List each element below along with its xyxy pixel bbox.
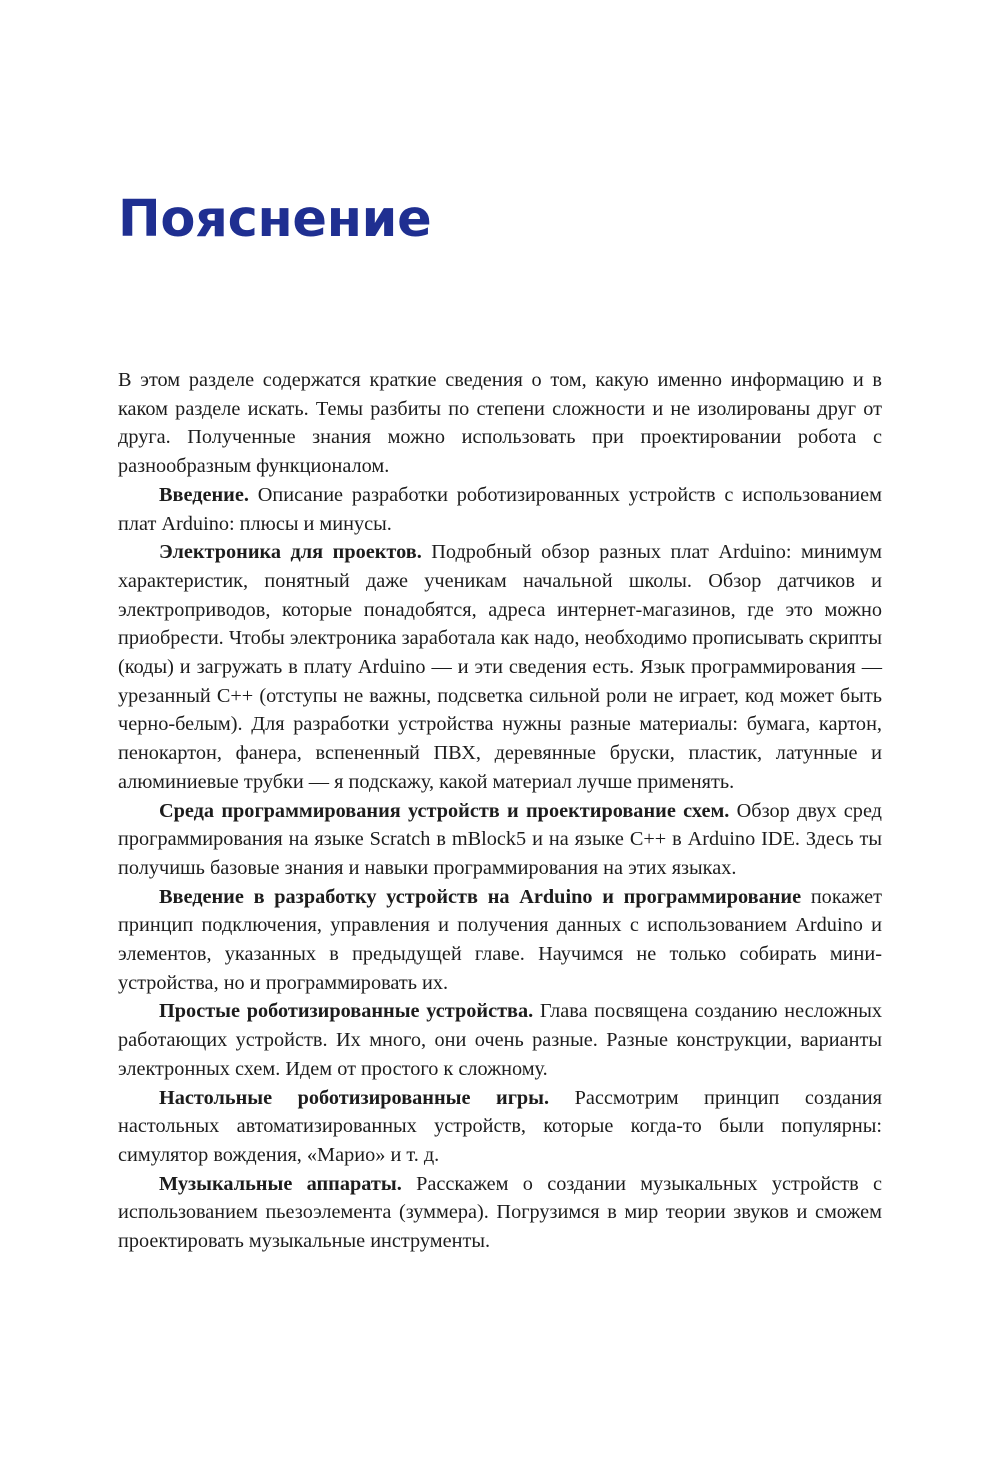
paragraph-lead: Электроника для проектов.: [159, 541, 422, 564]
paragraph-text: Обзор двух сред программирования на языке Scratch в mBlock5 и на языке C++ в Arduino IDE. Здесь ты получишь базовые знания и навыки программирования на этих языках.: [118, 799, 883, 879]
paragraph-lead: Среда программирования устройств и проектирование схем.: [159, 799, 730, 822]
paragraph-vvedenie: [118, 481, 882, 538]
paragraph-nastolnye: [118, 1084, 882, 1170]
paragraph-lead: Настольные роботизированные игры.: [159, 1086, 550, 1109]
paragraph-prostye: [118, 997, 882, 1083]
paragraph-elektronika: [118, 538, 882, 796]
paragraph-text: Расскажем о создании музыкальных устройств с использованием пьезоэлемента (зуммера). Погрузимся в мир теории звуков и сможем проектировать музыкальные инструменты.: [118, 1172, 882, 1253]
paragraph-text: покажет принцип подключения, управления и получения данных с использованием Arduino и элементов, указанных в предыдущей главе. Научимся не только собирать мини-устройства, но и программировать их.: [118, 885, 882, 994]
paragraph-muzykalnye: [118, 1170, 882, 1256]
paragraph-intro: [118, 366, 882, 481]
paragraph-razrabotka: [118, 883, 882, 998]
paragraph-lead: Введение в разработку устройств на Arduino и программирование: [159, 885, 802, 908]
page-title: Пояснение: [118, 190, 432, 250]
paragraph-lead: Введение.: [159, 483, 249, 506]
paragraph-text: Рассмотрим принцип создания настольных автоматизированных устройств, которые когда-то были популярны: симулятор вождения, «Марио» и т. д.: [118, 1086, 882, 1166]
paragraph-lead: Музыкальные аппараты.: [159, 1172, 402, 1195]
paragraph-text: Подробный обзор разных плат Arduino: минимум характеристик, понятный даже ученикам начальной школы. Обзор датчиков и электроприводов, которые понадобятся, адреса интернет-магазинов, где это можно приобрести. Чтобы электроника заработала как надо, необходимо прописывать скрипты (коды) и загружать в плату Arduino — и эти сведения есть. Язык программирования — урезанный C++ (отступы не важны, подсветка сильной роли не играет, код может быть черно-белым). Для разработки устройства нужны разные материалы: бумага, картон, пенокартон, фанера, вспененный ПВХ, деревянные бруски, пластик, латунные и алюминиевые трубки — я подскажу, какой материал лучше применять.: [118, 541, 882, 793]
paragraph-sreda: [118, 797, 882, 883]
paragraph-text: Описание разработки роботизированных устройств с использованием плат Arduino: плюсы и минусы.: [118, 483, 882, 535]
paragraph-text: Глава посвящена созданию несложных работающих устройств. Их много, они очень разные. Разные конструкции, варианты электронных схем. Идем от простого к сложному.: [118, 1000, 883, 1080]
body-text-block: [118, 366, 882, 1256]
paragraph-text: В этом разделе содержатся краткие сведения о том, какую именно информацию и в каком разделе искать. Темы разбиты по степени сложности и не изолированы друг от друга. Полученные знания можно использовать при проектировании робота с разнообразным функционалом.: [118, 369, 882, 478]
paragraph-lead: Простые роботизированные устройства.: [159, 1000, 534, 1023]
